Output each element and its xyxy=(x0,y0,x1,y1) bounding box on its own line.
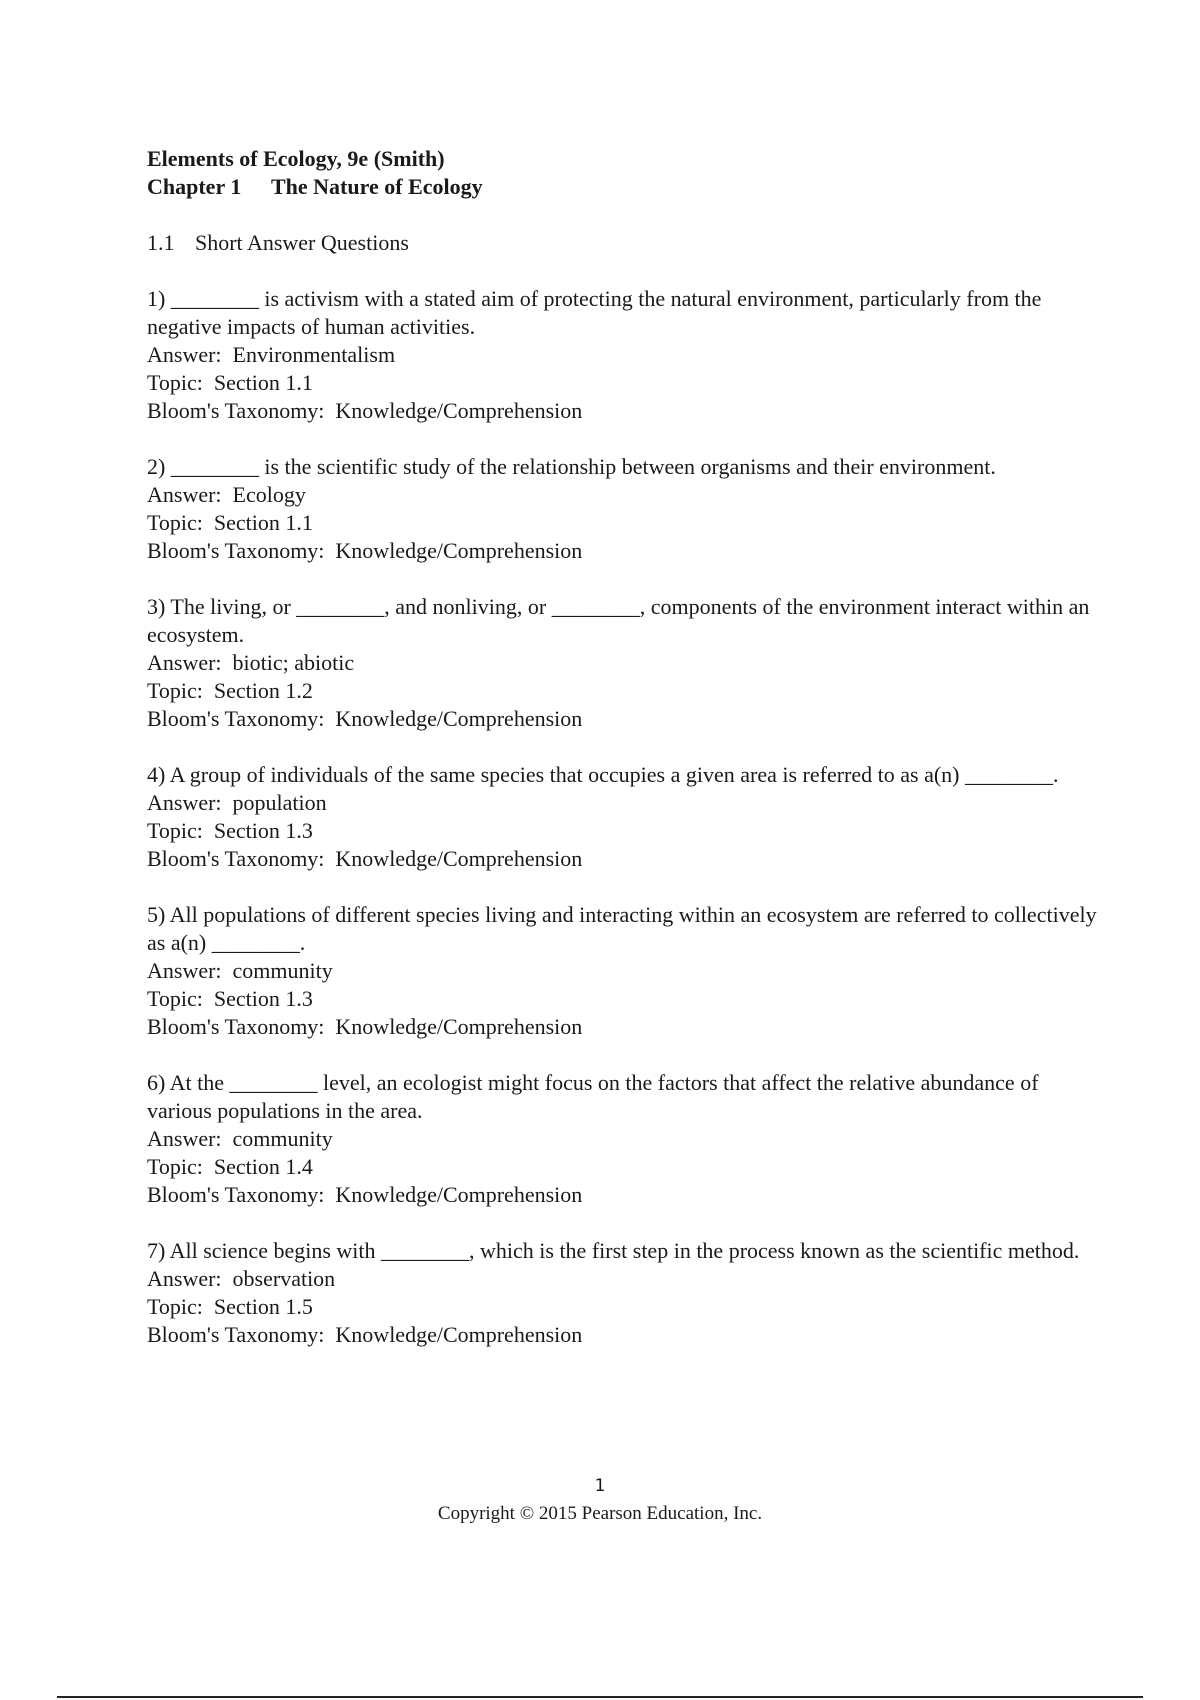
question-text: 4) A group of individuals of the same species that occupies a given area is referred to as a(n) ________. xyxy=(147,762,1059,787)
bloom-line: Bloom's Taxonomy: Knowledge/Comprehension xyxy=(147,1182,583,1207)
chapter-number: Chapter 1 xyxy=(147,174,242,199)
chapter-title: The Nature of Ecology xyxy=(271,174,483,199)
question-text: 5) All populations of different species living and interacting within an ecosystem are referred to collectively as a(n) ________. xyxy=(147,902,1097,955)
section-title: Short Answer Questions xyxy=(195,230,409,255)
bloom-line: Bloom's Taxonomy: Knowledge/Comprehension xyxy=(147,706,583,731)
topic-line: Topic: Section 1.1 xyxy=(147,510,313,535)
topic-line: Topic: Section 1.3 xyxy=(147,986,313,1011)
topic-line: Topic: Section 1.2 xyxy=(147,678,313,703)
section-number: 1.1 xyxy=(147,230,175,255)
section-heading xyxy=(147,229,1107,257)
question-item xyxy=(147,1237,1107,1349)
bloom-line: Bloom's Taxonomy: Knowledge/Comprehension xyxy=(147,846,583,871)
bloom-line: Bloom's Taxonomy: Knowledge/Comprehension xyxy=(147,1322,583,1347)
answer-line: Answer: biotic; abiotic xyxy=(147,650,355,675)
page-footer xyxy=(0,1472,1200,1528)
answer-line: Answer: population xyxy=(147,790,327,815)
question-item xyxy=(147,761,1107,873)
topic-line: Topic: Section 1.1 xyxy=(147,370,313,395)
page-bottom-divider xyxy=(57,1696,1143,1698)
book-title: Elements of Ecology, 9e (Smith) xyxy=(147,146,445,171)
answer-line: Answer: Ecology xyxy=(147,482,306,507)
question-item xyxy=(147,901,1107,1041)
page-number: 1 xyxy=(594,1476,606,1496)
topic-line: Topic: Section 1.4 xyxy=(147,1154,313,1179)
question-item xyxy=(147,593,1107,733)
bloom-line: Bloom's Taxonomy: Knowledge/Comprehension xyxy=(147,538,583,563)
answer-line: Answer: community xyxy=(147,958,333,983)
chapter-heading xyxy=(147,173,1107,201)
question-text: 1) ________ is activism with a stated aim of protecting the natural environment, particularly from the negative impacts of human activities. xyxy=(147,286,1042,339)
document-page xyxy=(147,145,1107,1349)
copyright-notice: Copyright © 2015 Pearson Education, Inc. xyxy=(437,1503,763,1524)
topic-line: Topic: Section 1.3 xyxy=(147,818,313,843)
answer-line: Answer: observation xyxy=(147,1266,336,1291)
topic-line: Topic: Section 1.5 xyxy=(147,1294,313,1319)
question-text: 2) ________ is the scientific study of the relationship between organisms and their environment. xyxy=(147,454,996,479)
answer-line: Answer: community xyxy=(147,1126,333,1151)
question-item xyxy=(147,1069,1107,1209)
answer-line: Answer: Environmentalism xyxy=(147,342,396,367)
question-text: 7) All science begins with ________, which is the first step in the process known as the scientific method. xyxy=(147,1238,1080,1263)
question-text: 3) The living, or ________, and nonliving, or ________, components of the environment interact within an ecosystem. xyxy=(147,594,1090,647)
bloom-line: Bloom's Taxonomy: Knowledge/Comprehension xyxy=(147,1014,583,1039)
bloom-line: Bloom's Taxonomy: Knowledge/Comprehension xyxy=(147,398,583,423)
question-text: 6) At the ________ level, an ecologist might focus on the factors that affect the relative abundance of various populations in the area. xyxy=(147,1070,1039,1123)
question-item xyxy=(147,285,1107,425)
question-item xyxy=(147,453,1107,565)
